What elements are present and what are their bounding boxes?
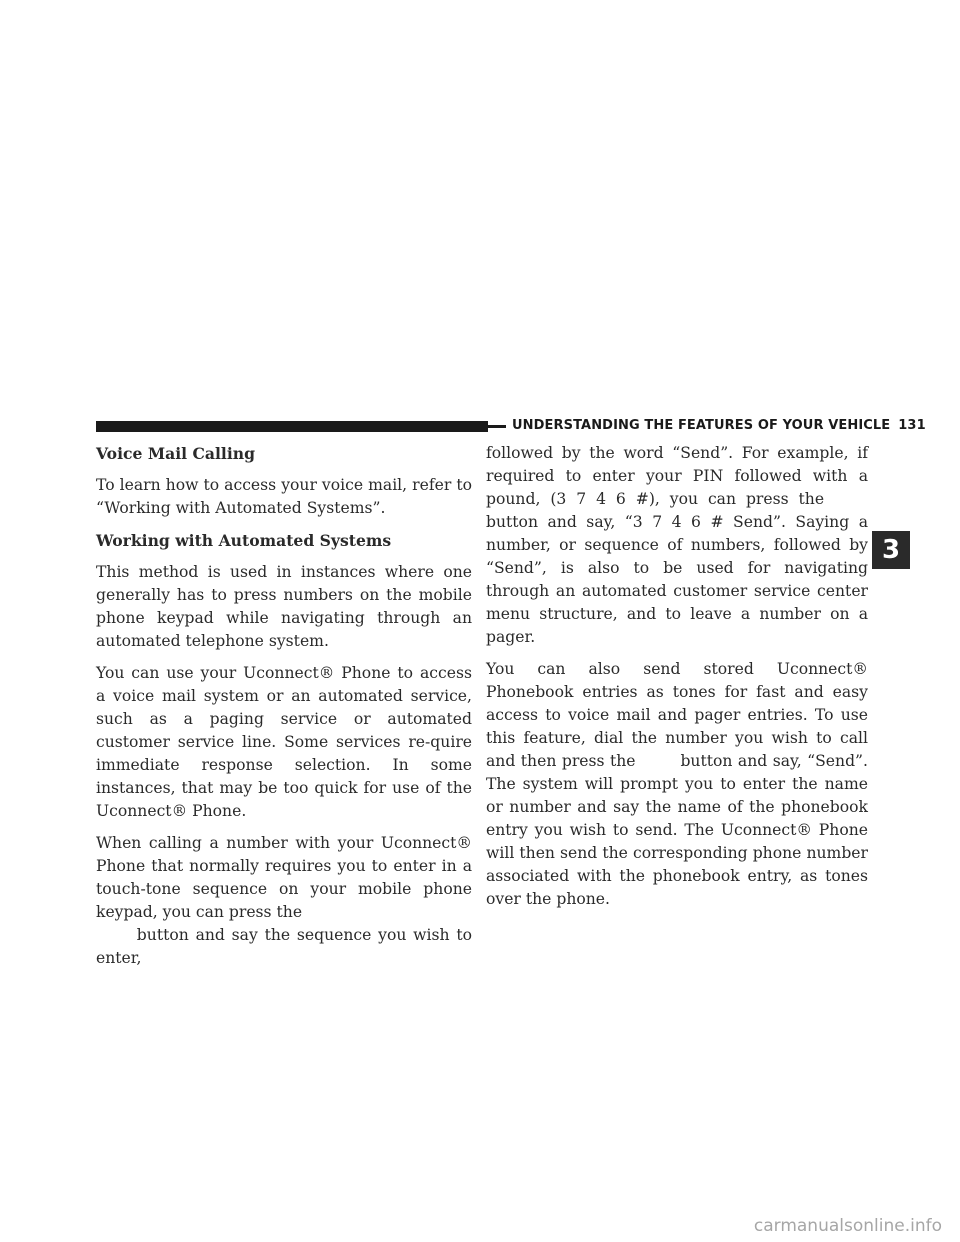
paragraph-touch-tone (96, 832, 472, 970)
heading-automated-systems: Working with Automated Systems (96, 531, 392, 550)
send-example-text-a: followed by the word “Send”. For example, if required to enter your PIN followed with a pound, (3 7 4 6 #), you can press the (486, 444, 868, 508)
paragraph-send-example (486, 442, 868, 649)
right-column (486, 442, 868, 920)
paragraph-phonebook-tones (486, 658, 868, 911)
phonebook-text-a: You can also send stored Uconnect® Phonebook entries as tones for fast and easy access to voice mail and pager entries. To use this feature, dial the number you wish to call and then press the (486, 660, 868, 770)
paragraph-voice-mail: To learn how to access your voice mail, refer to “Working with Automated Systems”. (96, 476, 472, 517)
paragraph-method: This method is used in instances where one generally has to press numbers on the mobile phone keypad while navigating through an automated telephone system. (96, 563, 472, 650)
left-column (96, 442, 472, 979)
header-bar (96, 421, 488, 432)
touch-tone-text-b: button and say the sequence you wish to enter, (96, 926, 473, 967)
watermark: carmanualsonline.info (753, 1216, 942, 1236)
send-example-text-b: button and say, “3 7 4 6 # Send”. Saying a number, or sequence of numbers, followed by “Send”, is also to be used for navigating through an automated customer service center menu structure, and to leave a number on a pager. (486, 513, 868, 646)
chapter-tab: 3 (872, 531, 910, 569)
heading-voice-mail-calling: Voice Mail Calling (96, 444, 256, 463)
header-title: UNDERSTANDING THE FEATURES OF YOUR VEHICLE (512, 418, 891, 433)
touch-tone-text-a: When calling a number with your Uconnect® Phone that normally requires you to enter in a touch-tone sequence on your mobile phone keypad, you can press the (96, 834, 472, 921)
page-header (506, 416, 932, 436)
paragraph-uconnect-access: You can use your Uconnect® Phone to access a voice mail system or an automated service, such as a paging service or automated customer service line. Some services re-quire immediate response selection. In some instances, that may be too quick for use of the Uconnect® Phone. (96, 664, 472, 820)
page-number: 131 (898, 418, 926, 433)
phonebook-text-b: button and say, “Send”. The system will prompt you to enter the name or number and say the name of the phonebook entry you wish to send. The Uconnect® Phone will then send the corresponding phone number associated with the phonebook entry, as tones over the phone. (486, 752, 868, 908)
